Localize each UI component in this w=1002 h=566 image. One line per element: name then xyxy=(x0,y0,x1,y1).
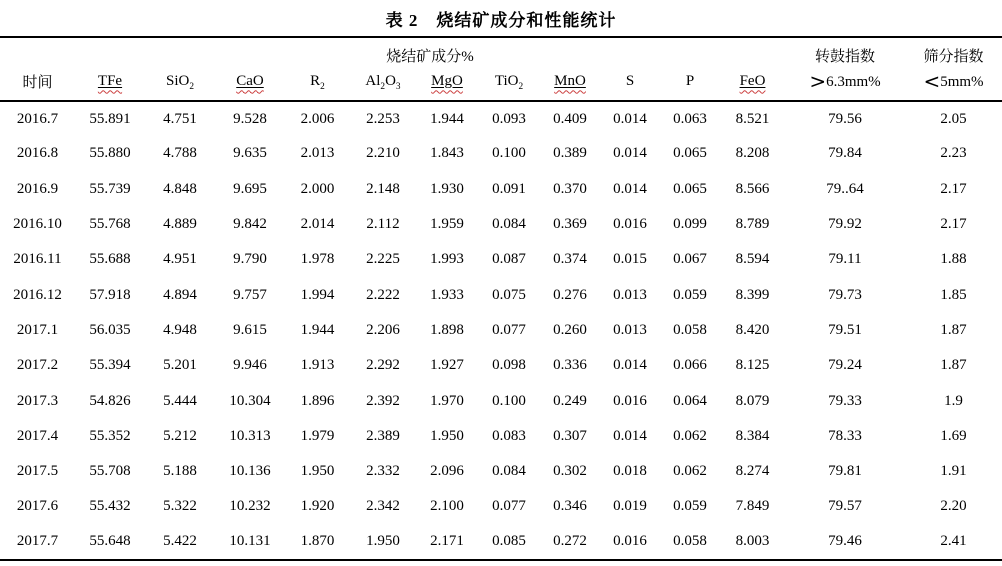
table-body xyxy=(0,101,1002,560)
cell-tio2: 0.093 xyxy=(492,110,526,127)
table-row xyxy=(0,489,1002,524)
cell-tio2: 0.083 xyxy=(492,427,526,444)
cell-feo: 8.399 xyxy=(735,286,770,303)
cell-r2: 2.000 xyxy=(300,180,335,197)
cell-mno: 0.370 xyxy=(553,180,587,197)
cell-feo: 8.208 xyxy=(735,145,770,162)
cell-r2: 1.944 xyxy=(300,321,335,338)
cell-al2o3: 2.253 xyxy=(366,110,400,127)
cell-time: 2016.12 xyxy=(13,286,62,303)
cell-time: 2016.9 xyxy=(16,180,59,197)
cell-tfe: 55.739 xyxy=(89,180,131,197)
column-header-row xyxy=(0,68,1002,101)
cell-al2o3: 2.292 xyxy=(366,357,400,374)
cell-tio2: 0.077 xyxy=(492,321,526,338)
cell-screening-index: 2.23 xyxy=(940,145,967,162)
cell-sio2: 4.948 xyxy=(163,321,197,338)
cell-screening-index: 2.17 xyxy=(940,216,967,233)
cell-tumbler-index: 79.81 xyxy=(828,463,862,480)
cell-mgo: 2.100 xyxy=(430,498,464,515)
cell-mno: 0.249 xyxy=(553,392,587,409)
cell-mno: 0.307 xyxy=(553,427,587,444)
cell-mno: 0.260 xyxy=(553,321,587,338)
cell-tfe: 55.880 xyxy=(89,145,131,162)
table-header xyxy=(0,37,1002,101)
cell-p: 0.059 xyxy=(673,286,707,303)
cell-sio2: 5.188 xyxy=(163,463,197,480)
group-header-tumbler: 转鼓指数 xyxy=(815,48,876,65)
cell-tio2: 0.087 xyxy=(492,251,526,268)
cell-r2: 1.913 xyxy=(300,357,335,374)
cell-s: 0.014 xyxy=(613,427,647,444)
cell-mno: 0.346 xyxy=(553,498,587,515)
cell-p: 0.065 xyxy=(673,145,707,162)
table-row xyxy=(0,242,1002,277)
cell-r2: 2.014 xyxy=(300,216,335,233)
cell-tio2: 0.075 xyxy=(492,286,526,303)
cell-tio2: 0.098 xyxy=(492,357,526,374)
cell-time: 2017.1 xyxy=(16,321,59,338)
cell-time: 2017.6 xyxy=(16,498,59,515)
table-row xyxy=(0,419,1002,454)
table-row xyxy=(0,313,1002,348)
col-header-screening-size: <5mm% xyxy=(923,69,984,93)
cell-mno: 0.336 xyxy=(553,357,587,374)
table-row xyxy=(0,172,1002,207)
table-row xyxy=(0,383,1002,418)
col-header-s: S xyxy=(625,72,635,89)
cell-tumbler-index: 79.24 xyxy=(828,357,862,374)
cell-s: 0.014 xyxy=(613,180,647,197)
group-spacer-cell xyxy=(0,37,75,68)
col-header-tfe: TFe xyxy=(97,72,123,89)
cell-r2: 2.006 xyxy=(300,110,335,127)
cell-tfe: 55.688 xyxy=(89,251,131,268)
cell-feo: 8.079 xyxy=(735,392,770,409)
table-row xyxy=(0,277,1002,312)
cell-p: 0.062 xyxy=(673,427,707,444)
col-header-time: 时间 xyxy=(22,74,53,91)
cell-tio2: 0.084 xyxy=(492,216,526,233)
cell-tio2: 0.085 xyxy=(492,533,526,550)
cell-feo: 8.420 xyxy=(735,321,770,338)
cell-feo: 8.521 xyxy=(735,110,770,127)
cell-sio2: 4.951 xyxy=(163,251,197,268)
cell-p: 0.067 xyxy=(673,251,707,268)
cell-mgo: 1.927 xyxy=(430,357,464,374)
cell-time: 2017.3 xyxy=(16,392,59,409)
cell-r2: 1.950 xyxy=(300,463,335,480)
cell-s: 0.016 xyxy=(613,216,647,233)
cell-mgo: 2.171 xyxy=(430,533,464,550)
col-header-mgo: MgO xyxy=(431,72,463,89)
cell-sio2: 5.444 xyxy=(163,392,197,409)
cell-tio2: 0.077 xyxy=(492,498,526,515)
cell-r2: 1.920 xyxy=(300,498,335,515)
cell-cao: 9.946 xyxy=(233,357,267,374)
col-header-tumbler-size: >6.3mm% xyxy=(809,69,881,93)
cell-tio2: 0.100 xyxy=(492,392,526,409)
cell-al2o3: 2.148 xyxy=(366,180,400,197)
col-header-mno: MnO xyxy=(554,72,586,89)
cell-p: 0.064 xyxy=(673,392,707,409)
cell-r2: 1.896 xyxy=(300,392,335,409)
cell-feo: 7.849 xyxy=(735,498,770,515)
cell-s: 0.016 xyxy=(613,392,647,409)
less-than-symbol: < xyxy=(923,69,941,93)
cell-screening-index: 2.41 xyxy=(940,533,967,550)
cell-tfe: 54.826 xyxy=(89,392,131,409)
cell-tumbler-index: 79.73 xyxy=(828,286,862,303)
col-header-tio2: TiO$_2$ xyxy=(494,72,524,92)
cell-tumbler-index: 79.46 xyxy=(828,533,862,550)
cell-sio2: 4.788 xyxy=(163,145,197,162)
cell-mno: 0.302 xyxy=(553,463,587,480)
table-row xyxy=(0,348,1002,383)
cell-tfe: 57.918 xyxy=(89,286,131,303)
cell-tfe: 55.352 xyxy=(89,427,131,444)
cell-cao: 9.635 xyxy=(233,145,267,162)
cell-feo: 8.003 xyxy=(735,533,770,550)
cell-tio2: 0.091 xyxy=(492,180,526,197)
cell-tfe: 56.035 xyxy=(89,321,131,338)
cell-sio2: 4.751 xyxy=(163,110,197,127)
cell-al2o3: 2.206 xyxy=(366,321,400,338)
cell-feo: 8.384 xyxy=(735,427,770,444)
col-header-r2: $R_2$ xyxy=(310,72,325,92)
cell-s: 0.019 xyxy=(613,498,647,515)
cell-al2o3: 2.225 xyxy=(366,251,400,268)
cell-cao: 10.304 xyxy=(229,392,271,409)
cell-tumbler-index: 79.57 xyxy=(828,498,862,515)
table-row xyxy=(0,454,1002,489)
cell-mgo: 1.898 xyxy=(430,321,464,338)
cell-sio2: 4.848 xyxy=(163,180,197,197)
cell-screening-index: 1.69 xyxy=(940,427,967,444)
cell-cao: 9.615 xyxy=(233,321,267,338)
col-header-sio2: SiO$_2$ xyxy=(166,72,194,92)
greater-than-symbol: > xyxy=(809,69,827,93)
cell-mgo: 1.950 xyxy=(430,427,464,444)
cell-feo: 8.594 xyxy=(735,251,770,268)
cell-al2o3: 2.342 xyxy=(366,498,400,515)
cell-sio2: 5.201 xyxy=(163,357,197,374)
table-row xyxy=(0,136,1002,171)
cell-time: 2016.8 xyxy=(16,145,59,162)
cell-time: 2017.7 xyxy=(16,533,59,550)
cell-mgo: 1.944 xyxy=(430,110,464,127)
cell-cao: 9.790 xyxy=(233,251,267,268)
cell-screening-index: 1.88 xyxy=(940,251,967,268)
table-title: 表 2 烧结矿成分和性能统计 xyxy=(385,10,617,30)
cell-s: 0.018 xyxy=(613,463,647,480)
cell-cao: 10.232 xyxy=(229,498,271,515)
cell-screening-index: 1.85 xyxy=(940,286,967,303)
sinter-stats-table xyxy=(0,36,1002,561)
cell-cao: 9.842 xyxy=(233,216,267,233)
cell-mgo: 1.843 xyxy=(430,145,464,162)
cell-s: 0.016 xyxy=(613,533,647,550)
cell-al2o3: 1.950 xyxy=(366,533,400,550)
cell-sio2: 5.212 xyxy=(163,427,197,444)
cell-p: 0.062 xyxy=(673,463,707,480)
cell-r2: 2.013 xyxy=(300,145,335,162)
cell-s: 0.015 xyxy=(613,251,647,268)
cell-mgo: 1.930 xyxy=(430,180,464,197)
cell-tfe: 55.432 xyxy=(89,498,131,515)
cell-screening-index: 1.87 xyxy=(940,321,967,338)
cell-screening-index: 2.20 xyxy=(940,498,967,515)
cell-tumbler-index: 78.33 xyxy=(828,427,862,444)
cell-cao: 9.528 xyxy=(233,110,267,127)
cell-tumbler-index: 79.92 xyxy=(828,216,862,233)
cell-screening-index: 1.87 xyxy=(940,357,967,374)
cell-cao: 10.313 xyxy=(229,427,271,444)
cell-sio2: 4.894 xyxy=(163,286,197,303)
cell-p: 0.099 xyxy=(673,216,707,233)
cell-mgo: 1.970 xyxy=(430,392,464,409)
group-header-screening: 筛分指数 xyxy=(923,48,984,65)
cell-p: 0.058 xyxy=(673,533,707,550)
cell-mno: 0.374 xyxy=(553,251,587,268)
cell-tumbler-index: 79.84 xyxy=(828,145,862,162)
cell-feo: 8.789 xyxy=(735,216,770,233)
cell-mgo: 2.096 xyxy=(430,463,464,480)
cell-r2: 1.994 xyxy=(300,286,335,303)
cell-mno: 0.389 xyxy=(553,145,587,162)
cell-tumbler-index: 79.11 xyxy=(828,251,862,268)
cell-s: 0.014 xyxy=(613,357,647,374)
cell-r2: 1.979 xyxy=(300,427,335,444)
cell-tio2: 0.100 xyxy=(492,145,526,162)
cell-tfe: 55.648 xyxy=(89,533,131,550)
cell-al2o3: 2.392 xyxy=(366,392,400,409)
cell-tumbler-index: 79..64 xyxy=(826,180,864,197)
cell-tfe: 55.891 xyxy=(89,110,131,127)
cell-p: 0.059 xyxy=(673,498,707,515)
col-header-feo: FeO xyxy=(739,72,766,89)
cell-screening-index: 2.05 xyxy=(940,110,967,127)
cell-s: 0.013 xyxy=(613,286,647,303)
cell-mno: 0.409 xyxy=(553,110,587,127)
cell-p: 0.063 xyxy=(673,110,707,127)
cell-p: 0.058 xyxy=(673,321,707,338)
cell-al2o3: 2.112 xyxy=(366,216,400,233)
cell-feo: 8.566 xyxy=(735,180,770,197)
cell-feo: 8.125 xyxy=(735,357,770,374)
cell-tio2: 0.084 xyxy=(492,463,526,480)
cell-time: 2017.2 xyxy=(16,357,59,374)
cell-p: 0.065 xyxy=(673,180,707,197)
table-row xyxy=(0,207,1002,242)
cell-sio2: 5.422 xyxy=(163,533,197,550)
cell-tumbler-index: 79.33 xyxy=(828,392,862,409)
cell-tumbler-index: 79.56 xyxy=(828,110,862,127)
cell-tfe: 55.768 xyxy=(89,216,131,233)
cell-tumbler-index: 79.51 xyxy=(828,321,862,338)
cell-time: 2016.7 xyxy=(16,110,59,127)
cell-mno: 0.272 xyxy=(553,533,587,550)
group-header-row xyxy=(0,37,1002,68)
cell-cao: 10.131 xyxy=(229,533,271,550)
col-header-al2o3: $Al_2O_3$ xyxy=(365,72,401,92)
cell-cao: 9.757 xyxy=(233,286,267,303)
cell-tfe: 55.394 xyxy=(89,357,131,374)
cell-sio2: 4.889 xyxy=(163,216,197,233)
cell-time: 2017.4 xyxy=(16,427,59,444)
cell-s: 0.013 xyxy=(613,321,647,338)
col-header-p: P xyxy=(685,72,695,89)
cell-time: 2016.10 xyxy=(13,216,62,233)
cell-tfe: 55.708 xyxy=(89,463,131,480)
cell-al2o3: 2.210 xyxy=(366,145,400,162)
cell-p: 0.066 xyxy=(673,357,707,374)
group-header-composition: 烧结矿成分% xyxy=(386,48,474,65)
cell-al2o3: 2.332 xyxy=(366,463,400,480)
cell-feo: 8.274 xyxy=(735,463,770,480)
cell-screening-index: 2.17 xyxy=(940,180,967,197)
cell-cao: 9.695 xyxy=(233,180,267,197)
cell-mno: 0.276 xyxy=(553,286,587,303)
cell-mno: 0.369 xyxy=(553,216,587,233)
col-header-cao: CaO xyxy=(236,72,264,89)
cell-r2: 1.978 xyxy=(300,251,335,268)
cell-mgo: 1.933 xyxy=(430,286,464,303)
cell-screening-index: 1.91 xyxy=(940,463,967,480)
cell-r2: 1.870 xyxy=(300,533,335,550)
cell-s: 0.014 xyxy=(613,145,647,162)
table-row xyxy=(0,525,1002,560)
cell-sio2: 5.322 xyxy=(163,498,197,515)
cell-cao: 10.136 xyxy=(229,463,271,480)
cell-al2o3: 2.222 xyxy=(366,286,400,303)
cell-mgo: 1.959 xyxy=(430,216,464,233)
cell-al2o3: 2.389 xyxy=(366,427,400,444)
cell-screening-index: 1.9 xyxy=(944,392,963,409)
cell-s: 0.014 xyxy=(613,110,647,127)
cell-mgo: 1.993 xyxy=(430,251,464,268)
cell-time: 2017.5 xyxy=(16,463,59,480)
table-row xyxy=(0,101,1002,136)
cell-time: 2016.11 xyxy=(13,251,62,268)
